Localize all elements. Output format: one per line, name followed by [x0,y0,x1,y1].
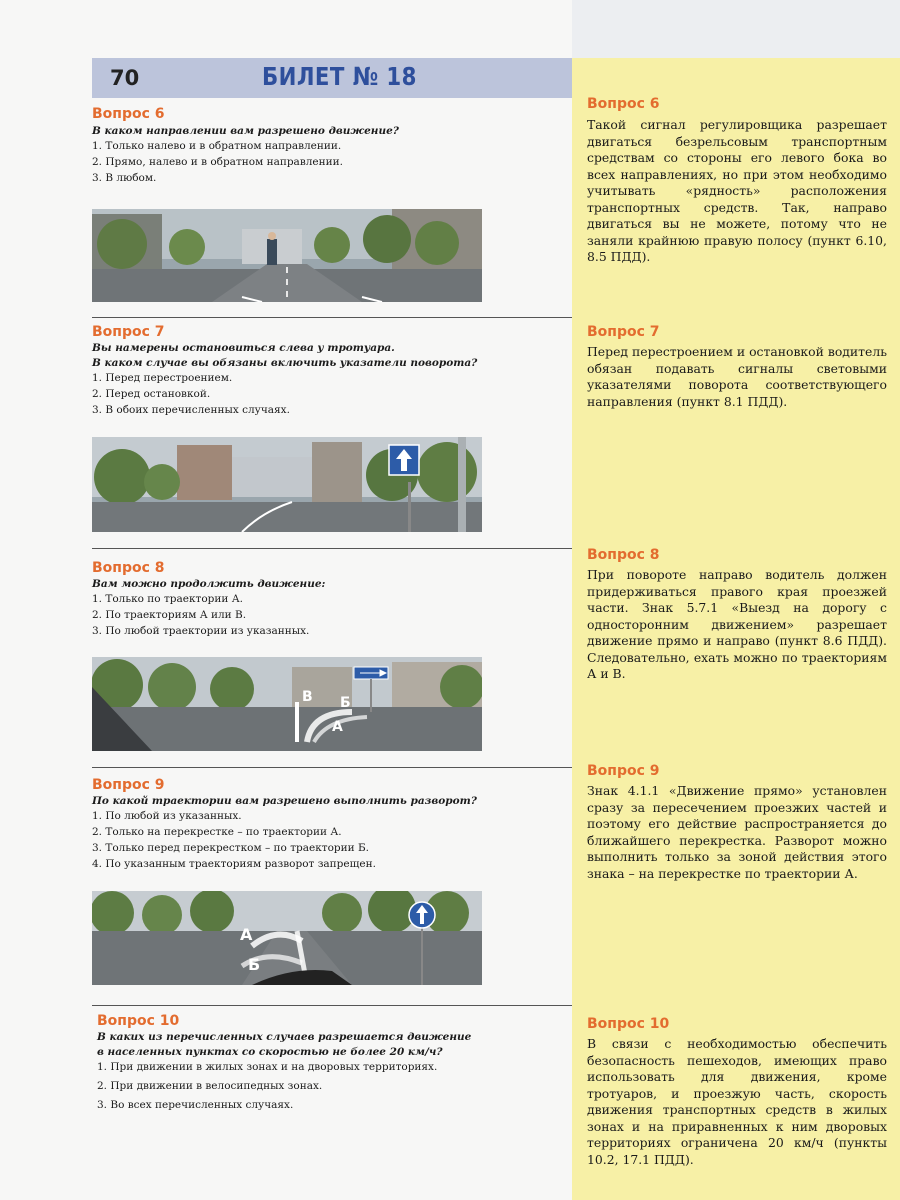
divider [92,317,572,318]
answer-6-text: Такой сигнал регулировщика разрешает двигаться безрельсовым транспортным средствам со стороны его левого бока во всех направлениях, но при этом необходимо учитывать «рядность» расположения транспортных средств. Так, направо двигаться вы не можете, потому что не заняли крайнюю правую полосу (пункт 6.10, 8.5 ПДД). [587,117,887,264]
answer-8-heading: Вопрос 8 [587,547,660,563]
photo-label: А [240,925,253,944]
option: 2. Перед остановкой. [92,388,211,400]
option: 1. При движении в жилых зонах и на дворовых территориях. [97,1061,438,1073]
question-7-options [92,370,290,418]
question-9-photo [92,891,482,985]
option: 4. По указанным траекториям разворот запрещен. [92,858,376,870]
photo-label: Б [248,955,261,974]
answer-6-heading: Вопрос 6 [587,96,660,112]
question-6-heading: Вопрос 6 [92,106,165,122]
option: 3. Только перед перекрестком – по траектории Б. [92,842,370,854]
divider [92,548,572,549]
option: 3. По любой траектории из указанных. [92,625,310,637]
question-10-text: В каких из перечисленных случаев разрешается движение в населенных пунктах со скоростью не более 20 км/ч? [97,1031,472,1058]
option: 1. Перед перестроением. [92,372,233,384]
divider [92,1005,572,1006]
question-9-heading: Вопрос 9 [92,777,165,793]
question-8-heading: Вопрос 8 [92,560,165,576]
question-8-options [92,591,309,639]
option: 3. В любом. [92,172,157,184]
answer-10-heading: Вопрос 10 [587,1016,670,1032]
answer-9-heading: Вопрос 9 [587,763,660,779]
option: 2. При движении в велосипедных зонах. [97,1080,323,1092]
photo-label: Б [340,695,351,711]
option: 2. Только на перекрестке – по траектории А. [92,826,342,838]
question-9-options [92,808,376,872]
ticket-title: БИЛЕТ № 18 [262,62,417,91]
question-8-text: Вам можно продолжить движение: [92,578,326,590]
question-6-text: В каком направлении вам разрешено движение? [92,125,399,137]
question-7-heading: Вопрос 7 [92,324,165,340]
question-7-photo [92,437,482,532]
answer-9-text: Знак 4.1.1 «Движение прямо» установлен сразу за пересечением проезжих частей и поэтому его действие распространяется до ближайшего перекрестка. Разворот можно выполнить только за зоной действия этого знака – на перекрестке по траектории А. [587,783,887,881]
option: 1. Только налево и в обратном направлении. [92,140,342,152]
photo-label: А [332,719,343,735]
photo-label: В [302,689,313,705]
option: 1. Только по траектории А. [92,593,243,605]
divider [92,767,572,768]
question-8-photo [92,657,482,751]
answer-10-text: В связи с необходимостью обеспечить безопасность пешеходов, имеющих право использовать для движения, кроме тротуаров, и проезжую часть, скорость движения транспортных средств в жилых зонах и на приравненных к ним дворовых территориях ограничена 20 км/ч (пункты 10.2, 17.1 ПДД). [587,1036,887,1167]
question-9-text: По какой траектории вам разрешено выполнить разворот? [92,795,477,807]
option: 2. По траекториям А или В. [92,609,247,621]
option: 3. В обоих перечисленных случаях. [92,404,290,416]
option: 3. Во всех перечисленных случаях. [97,1099,294,1111]
question-7-text: Вы намерены остановиться слева у тротуара. В каком случае вы обязаны включить указатели поворота? [92,342,478,369]
answer-7-heading: Вопрос 7 [587,324,660,340]
option: 2. Прямо, налево и в обратном направлении. [92,156,343,168]
page-number: 70 [110,66,140,90]
answer-7-text: Перед перестроением и остановкой водитель обязан подавать сигналы световыми указателями поворота соответствующего направления (пункт 8.1 ПДД). [587,344,887,409]
option: 1. По любой из указанных. [92,810,242,822]
question-10-options [97,1058,437,1115]
ticket-header [92,58,572,98]
question-10-heading: Вопрос 10 [97,1013,180,1029]
question-6-photo [92,209,482,302]
question-6-options [92,138,343,186]
answer-8-text: При повороте направо водитель должен придерживаться правого края проезжей части. Знак 5.7.1 «Выезд на дорогу с односторонним движением» разрешает движение прямо и направо (пункт 8.6 ПДД). Следовательно, ехать можно по траекториям А и В. [587,567,887,681]
